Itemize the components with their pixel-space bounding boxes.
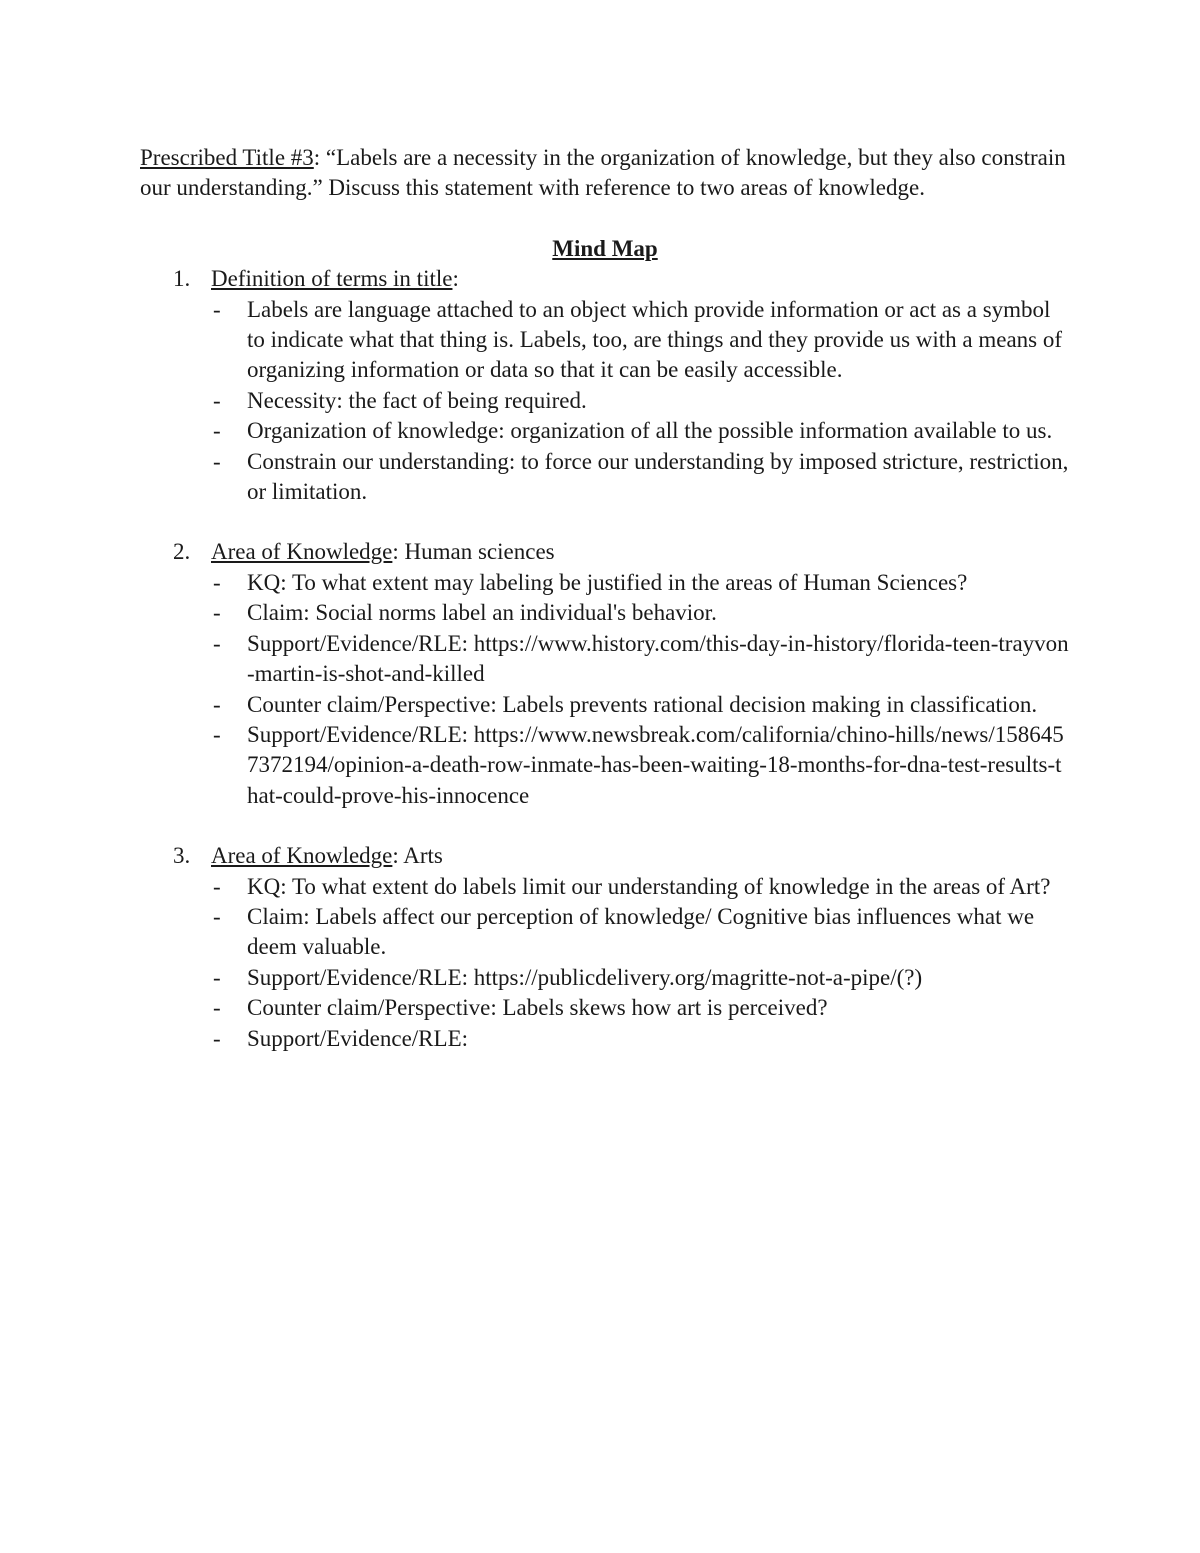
dash-marker: - (213, 903, 221, 929)
bullet-text: Necessity: the fact of being required. (247, 387, 587, 413)
list-item (211, 720, 1070, 811)
list-item (211, 598, 1070, 628)
section-heading (211, 264, 1070, 294)
section-suffix: : (452, 266, 459, 292)
dash-marker: - (213, 448, 221, 474)
dash-marker: - (213, 995, 221, 1021)
section-definitions (140, 264, 1070, 507)
bullet-text: Support/Evidence/RLE: https://publicdelivery.org/magritte-not-a-pipe/(?) (247, 964, 923, 990)
section-suffix: : Human sciences (392, 539, 555, 565)
bullet-text: Counter claim/Perspective: Labels skews how art is perceived? (247, 995, 828, 1021)
list-item (211, 416, 1070, 446)
list-item (211, 447, 1070, 508)
dash-marker: - (213, 721, 221, 747)
bullet-text: Counter claim/Perspective: Labels prevents rational decision making in classification. (247, 691, 1038, 717)
prescribed-title-label: Prescribed Title #3 (140, 145, 314, 170)
dash-marker: - (213, 1025, 221, 1051)
dash-marker: - (213, 387, 221, 413)
dash-marker: - (213, 418, 221, 444)
section-label: Area of Knowledge (211, 539, 393, 565)
section-label: Definition of terms in title (211, 266, 453, 292)
mind-map-sections (140, 264, 1070, 1054)
mind-map-heading: Mind Map (552, 235, 658, 261)
bullet-text: Support/Evidence/RLE: https://www.history.com/this-day-in-history/florida-teen-trayvon-martin-is-shot-and-killed (247, 630, 1069, 687)
bullet-list (211, 568, 1070, 811)
bullet-list (211, 295, 1070, 508)
list-item (211, 902, 1070, 963)
list-item (211, 993, 1070, 1023)
bullet-text: Labels are language attached to an object which provide information or act as a symbol to indicate what that thing is. Labels, too, are things and they provide us with a means of organizing information or data so that it can be easily accessible. (247, 296, 1063, 383)
bullet-text: Constrain our understanding: to force our understanding by imposed stricture, restriction, or limitation. (247, 448, 1069, 505)
section-number: 2. (173, 539, 191, 565)
dash-marker: - (213, 691, 221, 717)
list-item (211, 963, 1070, 993)
list-item (211, 386, 1070, 416)
list-item (211, 629, 1070, 690)
dash-marker: - (213, 296, 221, 322)
section-suffix: : Arts (392, 843, 443, 869)
section-label: Area of Knowledge (211, 843, 393, 869)
list-item (211, 295, 1070, 386)
bullet-list (211, 872, 1070, 1054)
list-item (211, 690, 1070, 720)
section-arts (140, 841, 1070, 1054)
section-heading (211, 537, 1070, 567)
section-human-sciences (140, 537, 1070, 811)
bullet-text: Organization of knowledge: organization of all the possible information available to us. (247, 418, 1053, 444)
prescribed-title-text: “Labels are a necessity in the organization of knowledge, but they also constrain our understanding.” Discuss this statement with reference to two areas of knowledge. (140, 145, 1066, 201)
list-item (211, 1024, 1070, 1054)
bullet-text: KQ: To what extent may labeling be justified in the areas of Human Sciences? (247, 569, 968, 595)
bullet-text: KQ: To what extent do labels limit our understanding of knowledge in the areas of Art? (247, 873, 1051, 899)
section-number: 1. (173, 266, 191, 292)
bullet-text: Support/Evidence/RLE: (247, 1025, 469, 1051)
bullet-text: Claim: Social norms label an individual's behavior. (247, 600, 717, 626)
list-item (211, 568, 1070, 598)
dash-marker: - (213, 873, 221, 899)
dash-marker: - (213, 630, 221, 656)
bullet-text: Claim: Labels affect our perception of knowledge/ Cognitive bias influences what we deem valuable. (247, 903, 1035, 960)
bullet-text: Support/Evidence/RLE: https://www.newsbreak.com/california/chino-hills/news/1586457372194/opinion-a-death-row-inmate-has-been-waiting-18-months-for-dna-test-results-that-could-prove-his-innocence (247, 721, 1064, 808)
list-item (211, 872, 1070, 902)
dash-marker: - (213, 964, 221, 990)
prescribed-title-colon: : (313, 145, 321, 170)
dash-marker: - (213, 569, 221, 595)
dash-marker: - (213, 600, 221, 626)
section-heading (211, 841, 1070, 871)
section-number: 3. (173, 843, 191, 869)
prescribed-title-paragraph (140, 143, 1070, 204)
document-page (140, 143, 1070, 1054)
